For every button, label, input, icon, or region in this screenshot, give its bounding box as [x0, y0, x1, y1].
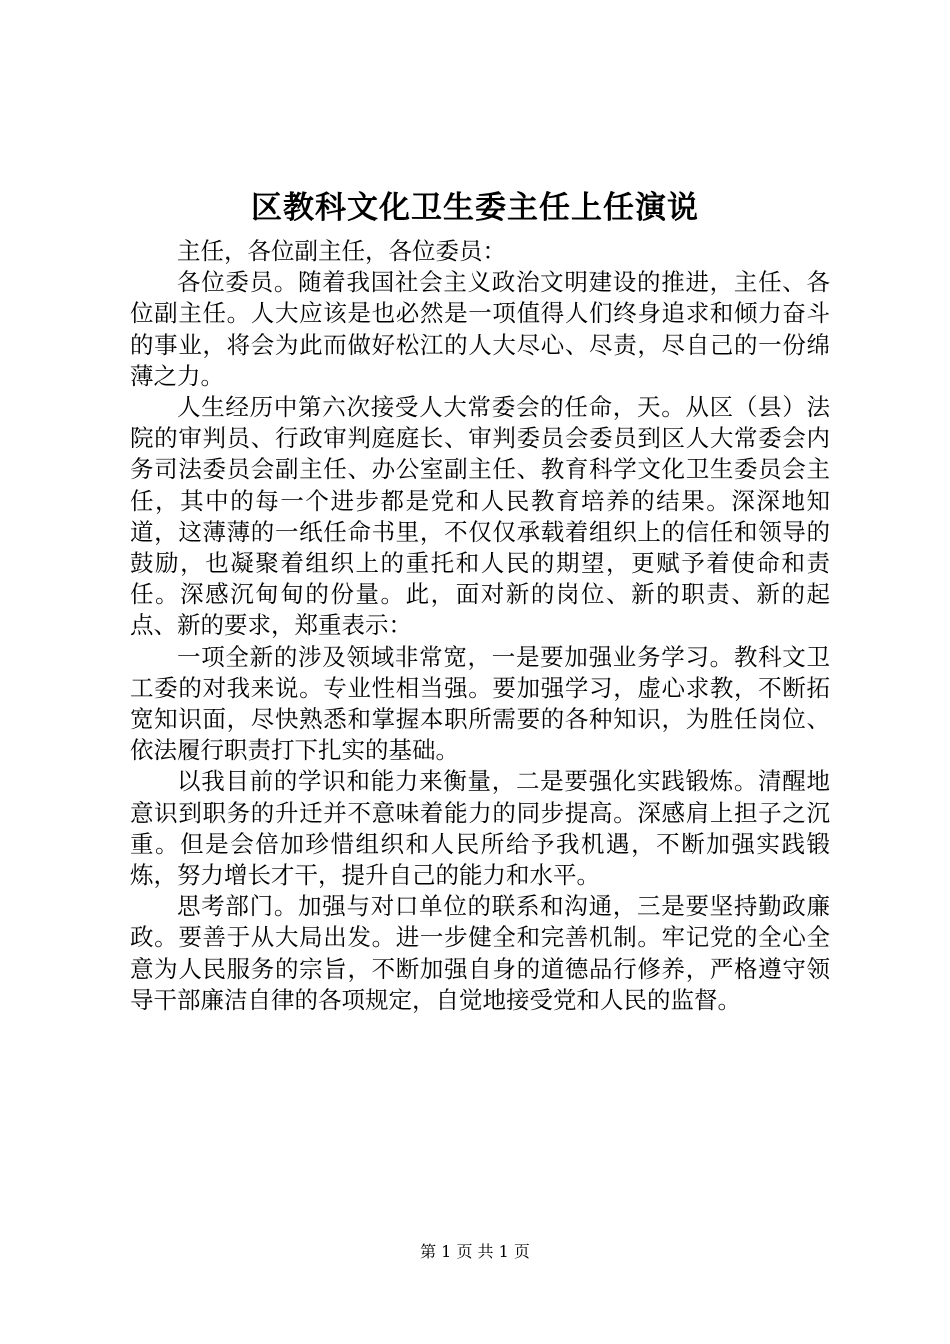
paragraph-3: 一项全新的涉及领域非常宽，一是要加强业务学习。教科文卫工委的对我来说。专业性相当强。要加强学习，虚心求教，不断拓宽知识面，尽快熟悉和掌握本职所需要的各种知识，为胜任岗位、依法履行职责打下扎实的基础。 — [130, 642, 830, 765]
page-footer: 第 1 页 共 1 页 — [420, 1242, 530, 1261]
paragraph-1: 各位委员。随着我国社会主义政治文明建设的推进，主任、各位副主任。人大应该是也必然是一项值得人们终身追求和倾力奋斗的事业，将会为此而做好松江的人大尽心、尽责，尽自己的一份绵薄之力。 — [130, 268, 830, 390]
document-title: 区教科文化卫生委主任上任演说 — [251, 190, 699, 226]
document-body — [130, 236, 830, 1016]
paragraph-salutation: 主任，各位副主任，各位委员： — [177, 237, 506, 265]
paragraph-4: 以我目前的学识和能力来衡量，二是要强化实践锻炼。清醒地意识到职务的升迁并不意味着能力的同步提高。深感肩上担子之沉重。但是会倍加珍惜组织和人民所给予我机遇，不断加强实践锻炼，努力增长才干，提升自己的能力和水平。 — [130, 767, 830, 890]
paragraph-5: 思考部门。加强与对口单位的联系和沟通，三是要坚持勤政廉政。要善于从大局出发。进一步健全和完善机制。牢记党的全心全意为人民服务的宗旨，不断加强自身的道德品行修养，严格遵守领导干部廉洁自律的各项规定，自觉地接受党和人民的监督。 — [130, 892, 830, 1014]
paragraph-2: 人生经历中第六次接受人大常委会的任命，天。从区（县）法院的审判员、行政审判庭庭长、审判委员会委员到区人大常委会内务司法委员会副主任、办公室副主任、教育科学文化卫生委员会主任，其中的每一个进步都是党和人民教育培养的结果。深深地知道，这薄薄的一纸任命书里，不仅仅承载着组织上的信任和领导的鼓励，也凝聚着组织上的重托和人民的期望，更赋予着使命和责任。深感沉甸甸的份量。此，面对新的岗位、新的职责、新的起点、新的要求，郑重表示： — [130, 393, 830, 640]
